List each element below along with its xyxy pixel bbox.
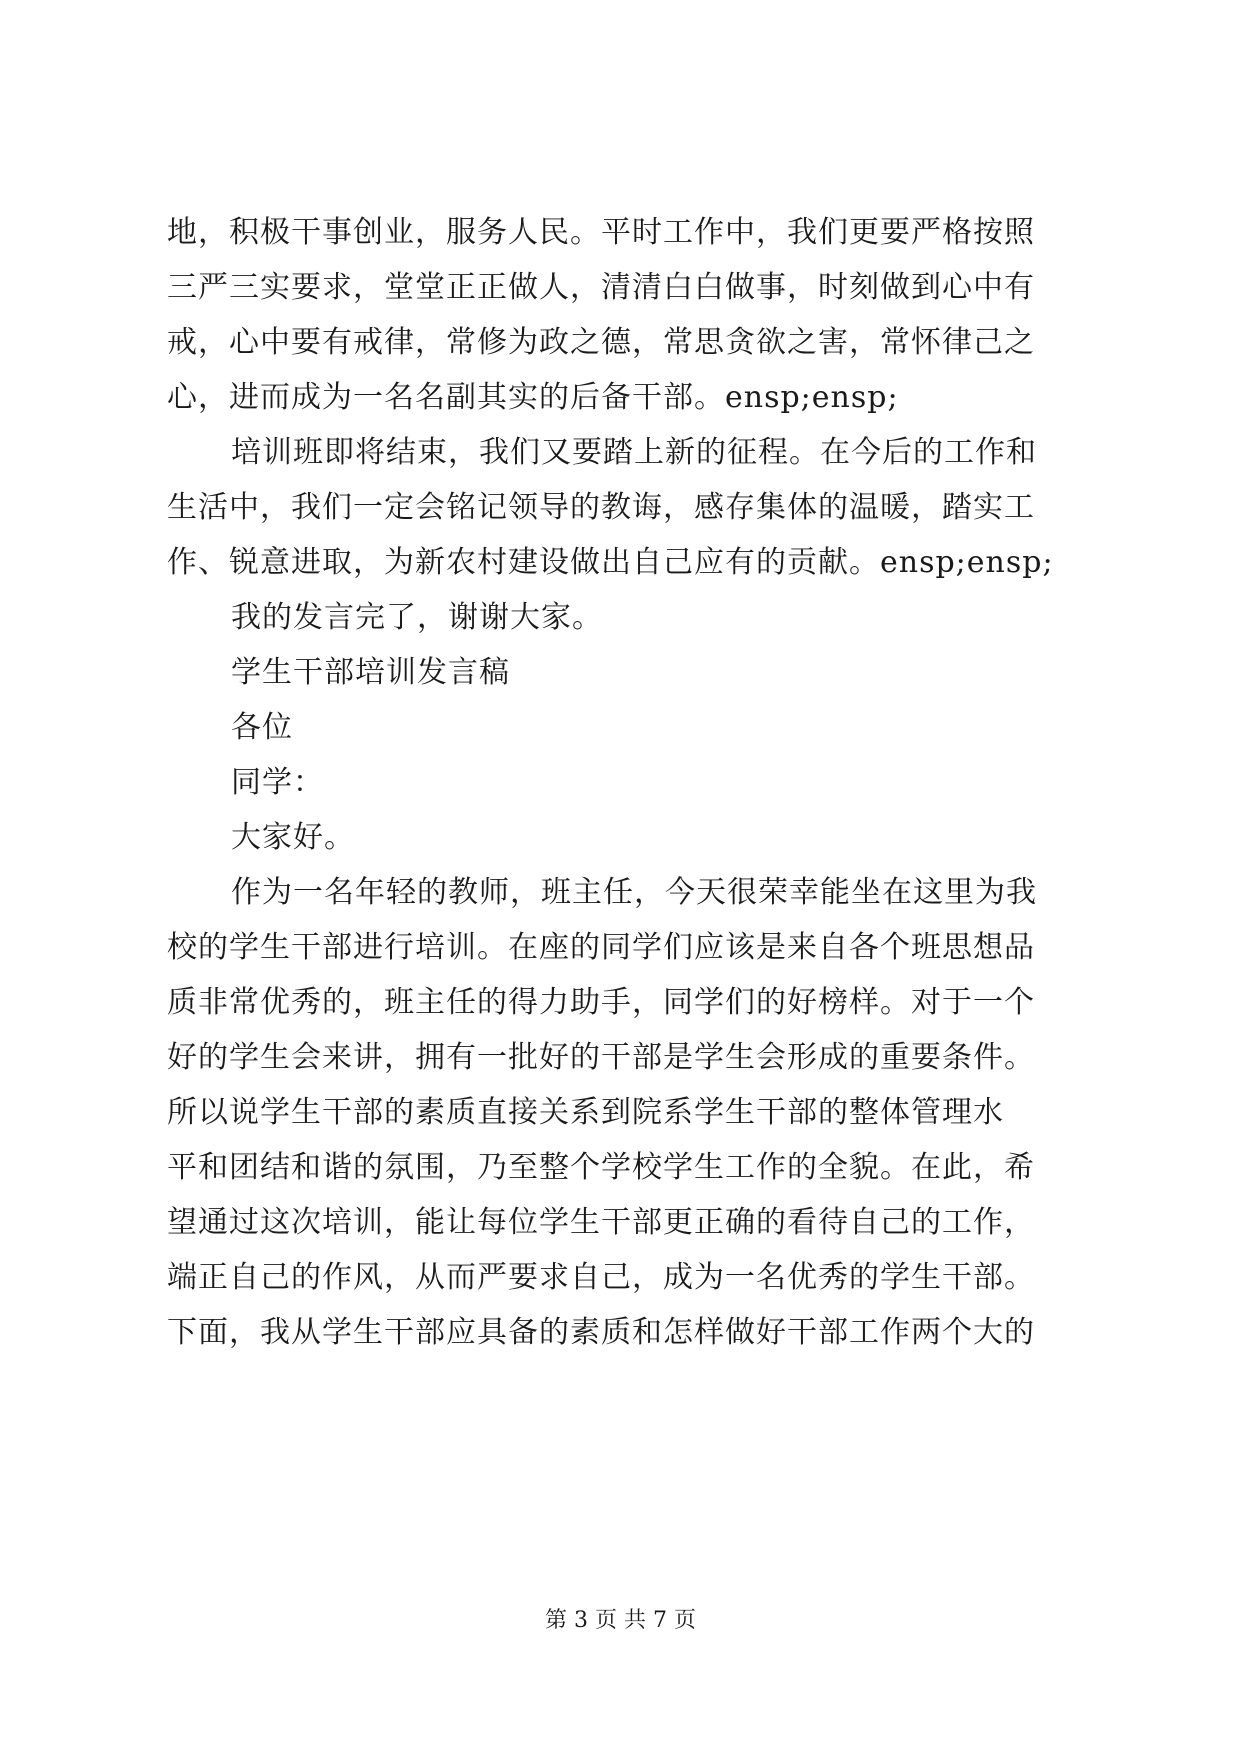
text-line: 质非常优秀的，班主任的得力助手，同学们的好榜样。对于一个 xyxy=(167,985,1035,1020)
text-line: 所以说学生干部的素质直接关系到院系学生干部的整体管理水 xyxy=(167,1095,1004,1130)
section-title: 学生干部培训发言稿 xyxy=(231,655,510,690)
salutation-line: 同学： xyxy=(231,765,324,800)
text-line: 心，进而成为一名名副其实的后备干部。ensp;ensp; xyxy=(167,380,899,415)
salutation-line: 各位 xyxy=(231,710,293,745)
text-line: 地，积极干事创业，服务人民。平时工作中，我们更要严格按照 xyxy=(167,215,1035,250)
text-line: 三严三实要求，堂堂正正做人，清清白白做事，时刻做到心中有 xyxy=(167,270,1035,305)
text-line: 校的学生干部进行培训。在座的同学们应该是来自各个班思想品 xyxy=(167,930,1035,965)
greeting-line: 大家好。 xyxy=(231,820,355,855)
paragraph-start: 作为一名年轻的教师，班主任，今天很荣幸能坐在这里为我 xyxy=(231,875,1037,910)
text-line: 生活中，我们一定会铭记领导的教诲，感存集体的温暖，踏实工 xyxy=(167,490,1035,525)
text-line: 平和团结和谐的氛围，乃至整个学校学生工作的全貌。在此，希 xyxy=(167,1150,1035,1185)
text-line: 作、锐意进取，为新农村建设做出自己应有的贡献。ensp;ensp; xyxy=(167,545,1054,580)
paragraph-start: 培训班即将结束，我们又要踏上新的征程。在今后的工作和 xyxy=(231,435,1037,470)
page-number-footer: 第 3 页 共 7 页 xyxy=(545,1608,696,1633)
text-line: 下面，我从学生干部应具备的素质和怎样做好干部工作两个大的 xyxy=(167,1315,1035,1350)
text-line: 端正自己的作风，从而严要求自己，成为一名优秀的学生干部。 xyxy=(167,1260,1035,1295)
closing-line: 我的发言完了，谢谢大家。 xyxy=(231,600,603,635)
text-line: 戒，心中要有戒律，常修为政之德，常思贪欲之害，常怀律己之 xyxy=(167,325,1035,360)
text-line: 望通过这次培训，能让每位学生干部更正确的看待自己的工作， xyxy=(167,1205,1035,1240)
text-line: 好的学生会来讲，拥有一批好的干部是学生会形成的重要条件。 xyxy=(167,1040,1035,1075)
